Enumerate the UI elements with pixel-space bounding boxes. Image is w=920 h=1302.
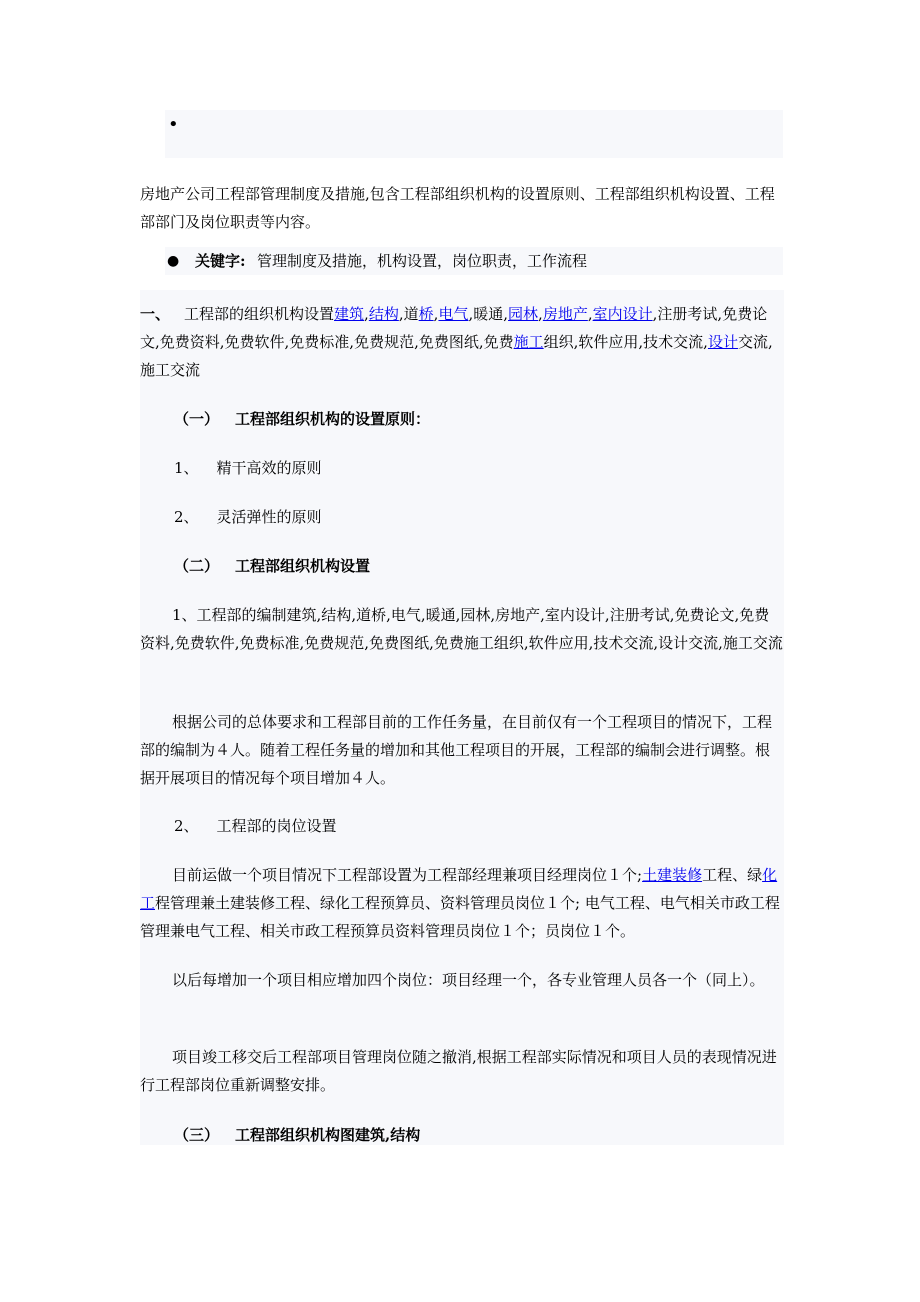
text-rest3: 交流,施工交流 xyxy=(140,333,773,379)
item-text: 工程部的岗位设置 xyxy=(216,817,337,835)
subsection-marker: （二） xyxy=(174,557,220,575)
item-text: 灵活弹性的原则 xyxy=(216,508,322,526)
link-dianqi[interactable]: 电气 xyxy=(438,305,469,323)
text-part: 程管理兼土建装修工程、绿化工程预算员、资料管理员岗位１个; 电气工程、电气相关市政工程管理兼电气工程、相关市政工程预算员资料管理员岗位１个；员岗位１个。 xyxy=(140,894,780,940)
link-yuanlin[interactable]: 园林 xyxy=(508,305,539,323)
keywords-text: 管理制度及措施，机构设置，岗位职责，工作流程 xyxy=(257,252,588,270)
subsection-three-title xyxy=(140,1121,784,1149)
link-qiao[interactable]: 桥 xyxy=(418,305,434,323)
section-marker: 一、 xyxy=(140,305,171,323)
keywords-row xyxy=(165,247,783,275)
increase-paragraph: 以后每增加一个项目相应增加四个岗位：项目经理一个，各专业管理人员各一个（同上）。 xyxy=(172,971,765,989)
bullet-icon: ● xyxy=(167,253,180,269)
link-jianzhu[interactable]: 建筑 xyxy=(334,305,365,323)
subsection-marker: （一） xyxy=(174,410,220,428)
text-part: 目前运做一个项目情况下工程部设置为工程部经理兼项目经理岗位１个; xyxy=(172,866,643,884)
item-number: 2、 xyxy=(174,817,199,835)
subsection-one-title xyxy=(140,405,784,433)
link-shigong[interactable]: 施工 xyxy=(513,333,544,351)
summary-paragraph: 房地产公司工程部管理制度及措施,包含工程部组织机构的设置原则、工程部组织机构设置、工程部部门及岗位职责等内容。 xyxy=(140,185,775,231)
section-title: 工程部的组织机构设置 xyxy=(184,305,335,323)
item-text: 精干高效的原则 xyxy=(216,459,322,477)
text-rest2: 组织,软件应用,技术交流, xyxy=(543,333,708,351)
subsection-title: 工程部组织机构图建筑,结构 xyxy=(235,1126,421,1144)
text-road: 道 xyxy=(403,305,419,323)
subsection-two-title xyxy=(140,552,784,580)
text-hvac: 暖通 xyxy=(473,305,504,323)
staffing-explanation: 根据公司的总体要求和工程部目前的工作任务量，在目前仅有一个工程项目的情况下，工程部的编制为４人。随着工程任务量的增加和其他工程项目的开展，工程部的编制会进行调整。根据开展项目的情况每个项目增加４人。 xyxy=(140,713,773,787)
positions-paragraph xyxy=(140,861,784,945)
staffing-paragraph: 1、工程部的编制建筑,结构,道桥,电气,暖通,园林,房地产,室内设计,注册考试,免费论文,免费资料,免费软件,免费标准,免费规范,免费图纸,免费施工组织,软件应用,技术交流,设计交流,施工交流 xyxy=(140,606,783,652)
link-huagong[interactable]: 化工 xyxy=(140,866,778,912)
completion-paragraph: 项目竣工移交后工程部项目管理岗位随之撤消,根据工程部实际情况和项目人员的表现情况进行工程部岗位重新调整安排。 xyxy=(140,1048,777,1094)
item-number: 2、 xyxy=(174,508,199,526)
subsection-marker: （三） xyxy=(174,1126,220,1144)
top-bullet-box xyxy=(165,110,783,158)
keywords-label: 关键字: xyxy=(195,252,246,270)
link-jiegou[interactable]: 结构 xyxy=(368,305,399,323)
principle-item xyxy=(140,454,784,482)
subsection-title: 工程部组织机构设置 xyxy=(235,557,371,575)
link-fangdichan[interactable]: 房地产 xyxy=(542,305,588,323)
principle-item xyxy=(140,503,784,531)
subsection-title: 工程部组织机构的设置原则： xyxy=(235,410,431,428)
item-number: 1、 xyxy=(174,459,199,477)
link-sheji[interactable]: 设计 xyxy=(707,333,738,351)
text-part: 工程、绿 xyxy=(702,866,763,884)
link-tujianzhuangxiu[interactable]: 土建装修 xyxy=(642,866,703,884)
link-shineisheji[interactable]: 室内设计 xyxy=(592,305,653,323)
text-rest1: 注册考试,免费论文,免费资料,免费软件,免费标准,免费规范,免费图纸,免费 xyxy=(140,305,768,351)
positions-heading xyxy=(140,812,784,840)
section-one-heading: 一、 工程部的组织机构设置建筑,结构,道桥,电气,暖通,园林,房地产,室内设计,注册考试,免费论文,免费资料,免费软件,免费标准,免费规范,免费图纸,免费施工组织,软件应用,技术交流,设计交流,施工交流 xyxy=(140,305,773,379)
bullet-icon: • xyxy=(168,114,179,135)
